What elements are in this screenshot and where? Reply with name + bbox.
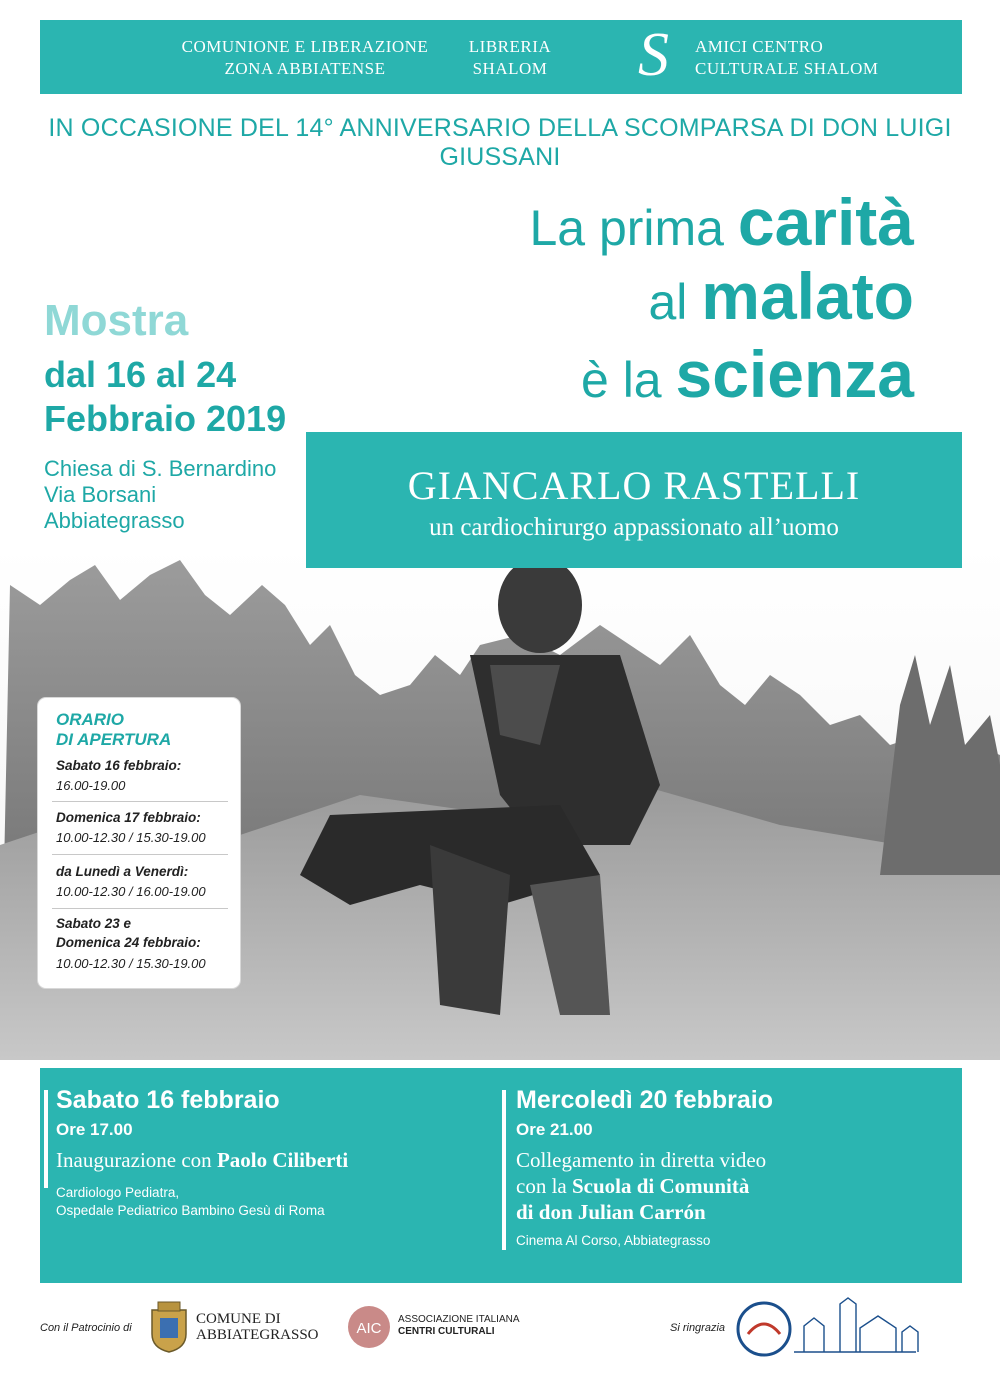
community-logo-icon [734,1300,794,1358]
exhibit-dates: dal 16 al 24 [44,354,237,395]
aic-line2: CENTRI CULTURALI [398,1326,495,1337]
event-speaker: Paolo Ciliberti [216,1148,349,1172]
title-line-3 [581,336,914,412]
hours-day: Sabato 23 e [56,916,132,931]
title-line-1 [529,184,914,260]
exhibit-label: Mostra [44,296,189,345]
title-emphasis: malato [701,259,914,333]
hours-title-1: ORARIO [56,710,124,729]
hours-divider [52,854,228,855]
event-desc-emphasis: Scuola di Comunità [571,1174,750,1198]
event-note: Cinema Al Corso, Abbiategrasso [516,1233,711,1248]
organizer-cl-line1: COMUNIONE E LIBERAZIONE [181,37,429,56]
comune-name [196,1311,319,1343]
title-line-2 [648,258,914,334]
event-accent-bar [502,1090,506,1250]
hours-day: Sabato 16 febbraio: [56,758,182,773]
name-banner [306,432,962,568]
organizer-libreria-line1: LIBRERIA [468,37,552,56]
hours-divider [52,801,228,802]
shalom-logo-icon: S [638,21,669,89]
title-emphasis: carità [737,185,914,259]
comune-crest-icon [148,1300,190,1354]
event-desc-text: con la [516,1174,572,1198]
event-time: Ore 17.00 [56,1120,133,1139]
hours-day: Domenica 24 febbraio: [56,935,201,950]
aic-logo-icon [346,1304,392,1350]
event-note: Ospedale Pediatrico Bambino Gesù di Roma [56,1203,325,1218]
organizer-amici [695,36,895,80]
organizer-amici-line2: CULTURALE SHALOM [695,59,879,78]
hours-time: 10.00-12.30 / 15.30-19.00 [56,830,206,845]
organizer-amici-line1: AMICI CENTRO [695,37,824,56]
aic-name [398,1314,520,1338]
hours-day: da Lunedì a Venerdì: [56,864,189,879]
person-name: GIANCARLO RASTELLI [407,463,861,508]
hours-day: Domenica 17 febbraio: [56,810,201,825]
title-text: La prima [529,200,738,256]
venue-city: Abbiategrasso [44,508,185,533]
event-note: Cardiologo Pediatra, [56,1185,180,1200]
venue-name: Chiesa di S. Bernardino [44,456,277,481]
exhibit-month: Febbraio 2019 [44,398,287,439]
hours-time: 10.00-12.30 / 15.30-19.00 [56,956,206,971]
opening-hours-box [38,698,240,988]
event-description: di don Julian Carrón [516,1200,706,1224]
event-time: Ore 21.00 [516,1120,593,1139]
event-description: Collegamento in diretta video [516,1148,767,1172]
patronage-label: Con il Patrocinio di [40,1322,132,1334]
event-accent-bar [44,1090,48,1188]
aic-logo-text: AIC [356,1320,382,1337]
header-banner [40,20,962,94]
events-banner [40,1068,962,1283]
thanks-label: Si ringrazia [670,1322,726,1334]
organizer-cl-line2: ZONA ABBIATENSE [224,59,386,78]
hours-time: 16.00-19.00 [56,778,126,793]
hours-title-2: DI APERTURA [56,730,172,749]
occasion-line: IN OCCASIONE DEL 14° ANNIVERSARIO DELLA SCOMPARSA DI DON LUIGI GIUSSANI [48,114,952,171]
title-text: è la [581,352,676,408]
venue-street: Via Borsani [44,482,157,507]
event-date: Sabato 16 febbraio [56,1086,280,1114]
event-date: Mercoledì 20 febbraio [516,1086,774,1114]
hours-divider [52,908,228,909]
event-description [56,1148,348,1173]
event-description [516,1174,749,1199]
organizer-libreria-line2: SHALOM [472,59,548,78]
title-text: al [648,274,702,330]
hours-time: 10.00-12.30 / 16.00-19.00 [56,884,206,899]
organizer-libreria [440,36,580,80]
title-emphasis: scienza [675,337,914,411]
comune-line2: ABBIATEGRASSO [196,1327,319,1343]
aic-line1: ASSOCIAZIONE ITALIANA [398,1314,520,1325]
church-drawing-icon [790,1296,920,1358]
person-subtitle: un cardiochirurgo appassionato all’uomo [429,514,839,541]
event-desc-text: Inaugurazione con [56,1148,217,1172]
comune-line1: COMUNE DI [196,1311,281,1327]
organizer-cl [160,36,450,80]
